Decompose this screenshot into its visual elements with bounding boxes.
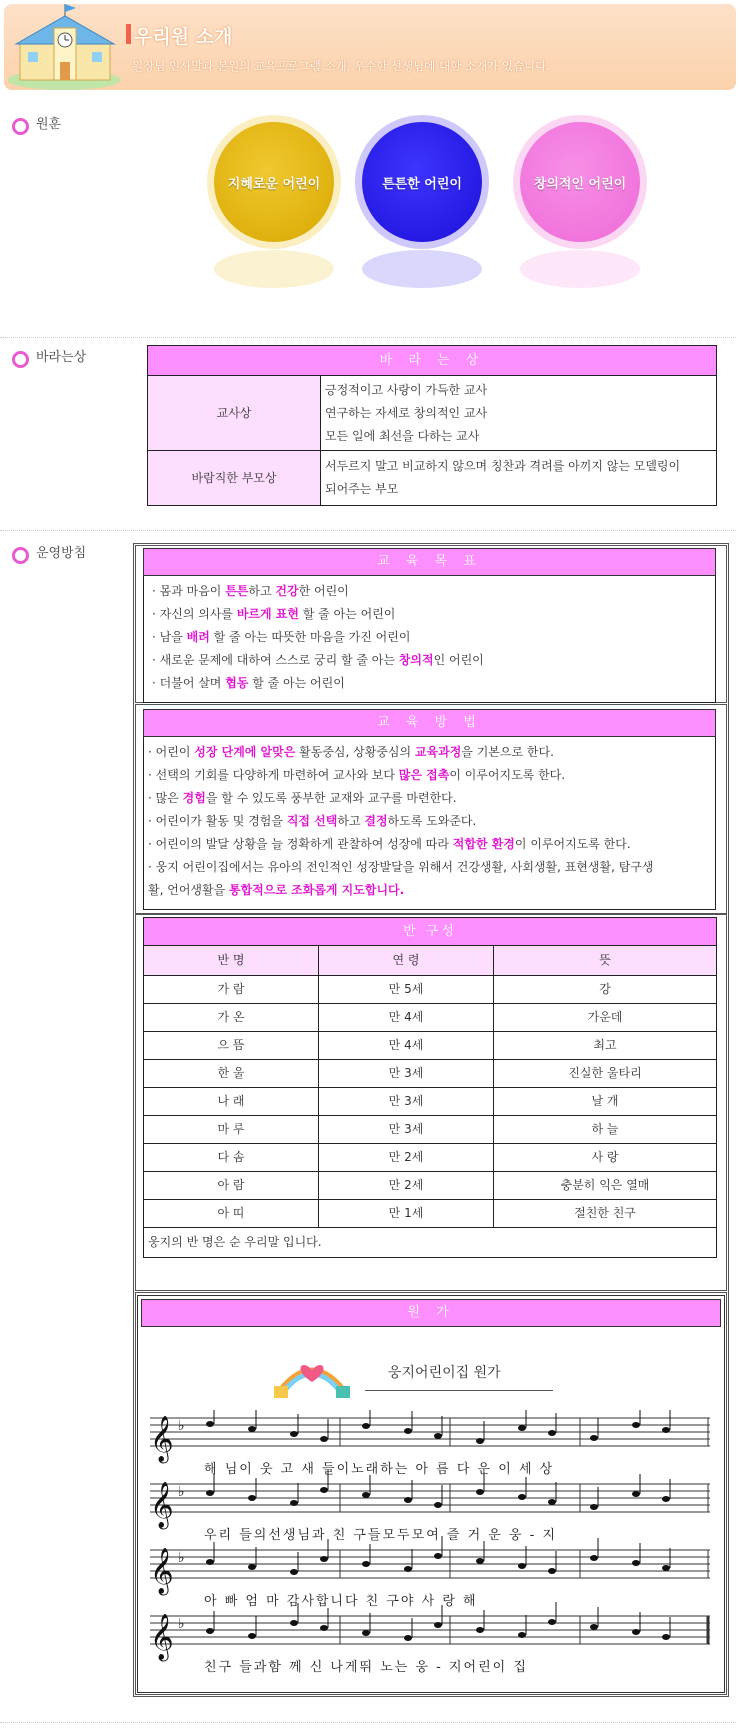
table-cell: 마 루	[144, 1116, 319, 1144]
section-bullet-icon	[12, 118, 29, 135]
list-text: · 어린이의 발달 상황을 늘 정확하게 관찰하여 성장에 따라	[148, 837, 453, 851]
highlight-text: 협동	[225, 676, 249, 690]
methods-panel	[143, 709, 716, 910]
goal-item	[152, 672, 707, 695]
column-header: 반 명	[144, 946, 319, 976]
ideal-row-name: 교사상	[148, 376, 321, 451]
list-text: · 새로운 문제에 대하여 스스로 궁리 할 줄 아는	[152, 653, 399, 667]
treble-clef-icon: 𝄞	[150, 1548, 174, 1594]
section-divider	[0, 337, 736, 338]
table-cell: 하 늘	[494, 1116, 717, 1144]
methods-list	[143, 737, 716, 910]
table-cell: 만 5세	[319, 976, 494, 1004]
highlight-text: 직접 선택	[286, 814, 338, 828]
motto-label: 창의적인 어린이	[533, 176, 627, 192]
list-text: 할 줄 아는 어린이	[298, 607, 396, 621]
table-row	[144, 976, 717, 1004]
table-cell: 만 2세	[319, 1172, 494, 1200]
ideal-line: 모든 일에 최선을 다하는 교사	[325, 428, 480, 443]
table-cell: 사 랑	[494, 1144, 717, 1172]
section-label-ideal: 바라는상	[36, 350, 87, 365]
list-text: 을 할 수 있도록 풍부한 교재와 교구를 마련한다.	[205, 791, 457, 805]
method-item	[148, 856, 707, 879]
list-text: 을 기본으로 한다.	[461, 745, 554, 759]
ideal-heading: 바 라 는 상	[148, 346, 717, 376]
highlight-text: 튼튼	[225, 584, 249, 598]
highlight-text: 창의적	[398, 653, 434, 667]
methods-heading: 교 육 방 법	[143, 709, 716, 737]
section-bullet-icon	[12, 547, 29, 564]
column-header: 연 령	[319, 946, 494, 976]
classes-note: 웅지의 반 명은 순 우리말 입니다.	[144, 1228, 717, 1258]
method-item	[148, 764, 707, 787]
flat-sign-icon: ♭	[178, 1484, 185, 1500]
list-text: 이 이루어지도록 한다.	[514, 837, 631, 851]
motto-label: 지혜로운 어린이	[227, 176, 321, 192]
highlight-text: 바르게 표현	[236, 607, 299, 621]
highlight-text: 배려	[186, 630, 210, 644]
section-label-policy: 운영방침	[36, 546, 87, 561]
list-text: 활동중심, 상황중심의	[295, 745, 415, 759]
list-text: 한 어린이	[298, 584, 349, 598]
goal-item	[152, 603, 707, 626]
motto-reflection	[362, 250, 482, 288]
ideal-line: 긍정적이고 사랑이 가득한 교사	[325, 382, 488, 397]
lyric-line: 우리 들의선생님과 친 구들모두모여 즐 거 운 웅 - 지	[204, 1528, 558, 1543]
method-item	[148, 879, 707, 902]
table-cell: 나 래	[144, 1088, 319, 1116]
highlight-text: 교육과정	[414, 745, 462, 759]
motto-circle-health	[362, 122, 482, 242]
list-text: 활, 언어생활을	[148, 883, 229, 897]
classes-table	[143, 917, 717, 1258]
table-row	[144, 1200, 717, 1228]
song-title: 웅지어린이집 원가	[388, 1365, 501, 1381]
list-text: 인 어린이	[433, 653, 484, 667]
flat-sign-icon: ♭	[178, 1418, 185, 1434]
highlight-text: 통합적으로 조화롭게 지도합니다.	[229, 883, 405, 897]
goals-panel	[143, 548, 716, 703]
motto-label: 튼튼한 어린이	[382, 176, 462, 192]
ideal-row-content	[321, 451, 717, 506]
highlight-text: 많은 접촉	[398, 768, 450, 782]
method-item	[148, 787, 707, 810]
goal-item	[152, 580, 707, 603]
list-text: 할 줄 아는 따뜻한 마음을 가진 어린이	[209, 630, 411, 644]
ideal-table	[147, 345, 717, 506]
list-text: 이 이루어지도록 한다.	[449, 768, 566, 782]
highlight-text: 적합한 환경	[452, 837, 515, 851]
table-cell: 만 1세	[319, 1200, 494, 1228]
list-text: · 더불어 살며	[152, 676, 226, 690]
table-cell: 가 람	[144, 976, 319, 1004]
ideal-line: 서두르지 말고 비교하지 않으며 칭찬과 격려를 아끼지 않는 모델링이	[325, 459, 681, 473]
goal-item	[152, 626, 707, 649]
section-label-motto: 원훈	[36, 117, 62, 132]
motto-reflection	[520, 250, 640, 288]
highlight-text: 결정	[364, 814, 388, 828]
list-text: 하고	[248, 584, 276, 598]
title-accent-bar	[126, 24, 131, 44]
list-text: · 어린이	[148, 745, 195, 759]
table-cell: 만 4세	[319, 1004, 494, 1032]
table-cell: 가운데	[494, 1004, 717, 1032]
motto-circle-creative	[520, 122, 640, 242]
section-bullet-icon	[12, 351, 29, 368]
method-item	[148, 810, 707, 833]
kindergarten-building-icon	[6, 2, 124, 90]
table-cell: 진실한 울타리	[494, 1060, 717, 1088]
table-row	[144, 1172, 717, 1200]
method-item	[148, 833, 707, 856]
column-header: 뜻	[494, 946, 717, 976]
list-text: 할 줄 아는 어린이	[248, 676, 345, 690]
goal-item	[152, 649, 707, 672]
table-cell: 만 4세	[319, 1032, 494, 1060]
flat-sign-icon: ♭	[178, 1550, 185, 1566]
lyric-line: 아 빠 엄 마 감사합니다 친 구야 사 랑 해	[204, 1594, 478, 1609]
page-title: 우리원 소개	[134, 26, 233, 48]
section-divider	[0, 1722, 736, 1723]
table-row	[144, 1004, 717, 1032]
goals-list	[143, 576, 716, 703]
lyric-line: 해 님이 웃 고 새 들이노래하는 아 름 다 운 이 세 상	[204, 1462, 555, 1477]
lyric-line: 친구 들과함 께 신 나게뛰 노는 웅 - 지어린이 집	[204, 1660, 528, 1675]
flat-sign-icon: ♭	[178, 1616, 185, 1632]
treble-clef-icon: 𝄞	[150, 1482, 174, 1528]
goals-heading: 교 육 목 표	[143, 548, 716, 576]
table-cell: 최고	[494, 1032, 717, 1060]
classes-heading: 반 구성	[144, 918, 717, 946]
table-cell: 만 3세	[319, 1088, 494, 1116]
list-text: 하고	[337, 814, 365, 828]
list-text: · 웅지 어린이집에서는 유아의 전인적인 성장발달을 위해서 건강생활, 사회생활, 표현생활, 탐구생	[148, 860, 654, 874]
table-cell: 만 3세	[319, 1116, 494, 1144]
table-cell: 아 람	[144, 1172, 319, 1200]
list-text: · 많은	[148, 791, 183, 805]
song-heading: 원 가	[141, 1299, 721, 1327]
list-text: · 몸과 마음이	[152, 584, 226, 598]
method-item	[148, 741, 707, 764]
table-row	[144, 1088, 717, 1116]
table-row	[144, 1144, 717, 1172]
table-cell: 가 온	[144, 1004, 319, 1032]
list-text: · 남을	[152, 630, 187, 644]
song-title-underline	[365, 1390, 553, 1391]
page-subtitle: 원장님 인사말과 본원의 교육프로그램 소개, 우수한 선생님에 대한 소개가 있습니다.	[132, 59, 550, 73]
list-text: · 어린이가 활동 및 경험을	[148, 814, 287, 828]
table-cell: 아 띠	[144, 1200, 319, 1228]
highlight-text: 성장 단계에 알맞은	[194, 745, 296, 759]
table-cell: 강	[494, 976, 717, 1004]
table-cell: 으 뜸	[144, 1032, 319, 1060]
ideal-line: 되어주는 부모	[325, 482, 399, 496]
table-cell: 만 2세	[319, 1144, 494, 1172]
highlight-text: 경험	[182, 791, 206, 805]
ideal-row-content	[321, 376, 717, 451]
table-cell: 절친한 친구	[494, 1200, 717, 1228]
treble-clef-icon: 𝄞	[150, 1614, 174, 1660]
treble-clef-icon: 𝄞	[150, 1416, 174, 1462]
table-cell: 만 3세	[319, 1060, 494, 1088]
table-cell: 다 솜	[144, 1144, 319, 1172]
ideal-row-name: 바람직한 부모상	[148, 451, 321, 506]
table-row	[144, 1032, 717, 1060]
list-text: · 자신의 의사를	[152, 607, 237, 621]
table-cell: 한 울	[144, 1060, 319, 1088]
section-divider	[0, 530, 736, 531]
table-cell: 날 개	[494, 1088, 717, 1116]
lyrics-layer	[150, 1410, 712, 1690]
list-text: 하도록 도와준다.	[387, 814, 477, 828]
table-cell: 충분히 익은 열매	[494, 1172, 717, 1200]
heart-rainbow-icon	[272, 1350, 352, 1402]
motto-reflection	[214, 250, 334, 288]
motto-circle-wisdom	[214, 122, 334, 242]
highlight-text: 건강	[275, 584, 299, 598]
list-text: · 선택의 기회를 다양하게 마련하여 교사와 보다	[148, 768, 399, 782]
ideal-line: 연구하는 자세로 창의적인 교사	[325, 405, 488, 420]
table-row	[144, 1060, 717, 1088]
table-row	[144, 1116, 717, 1144]
